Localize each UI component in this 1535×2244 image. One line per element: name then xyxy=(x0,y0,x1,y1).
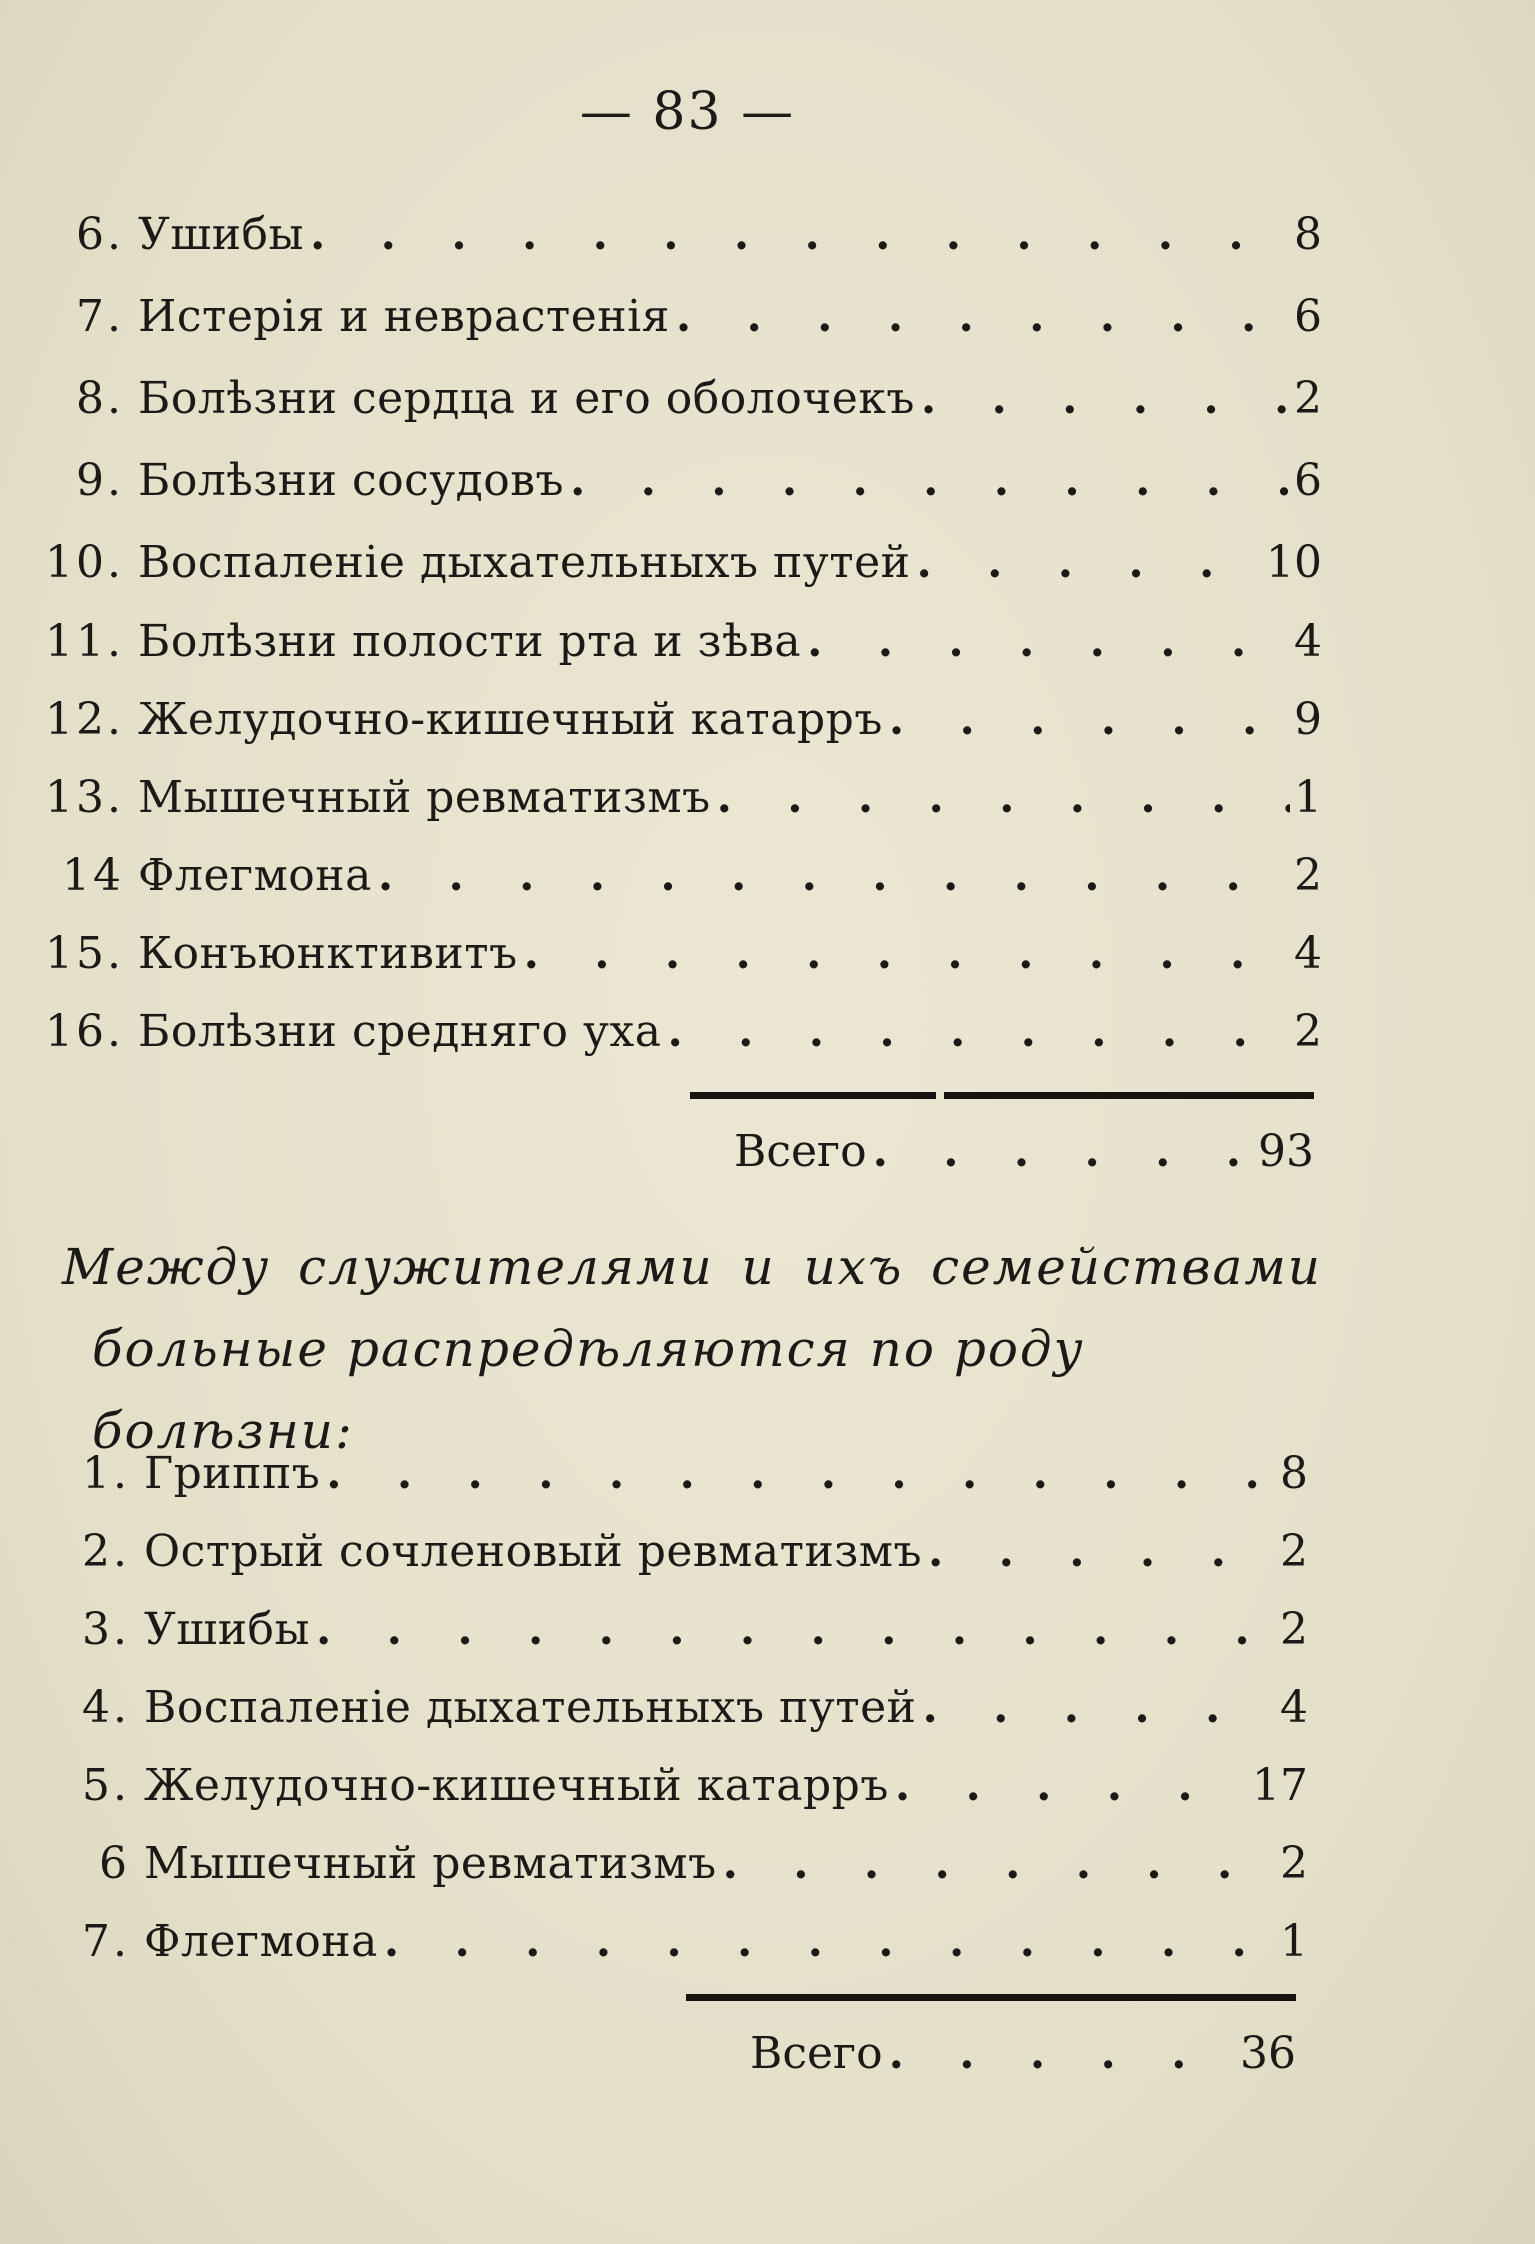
leader-dots xyxy=(928,1522,1276,1582)
item-value: 2 xyxy=(1280,1604,1308,1655)
item-number: 3. xyxy=(82,1604,130,1655)
item-number: 5. xyxy=(82,1760,130,1811)
item-value: 2 xyxy=(1280,1838,1308,1889)
item-number: 13. xyxy=(45,772,124,823)
item-value: 8 xyxy=(1280,1448,1308,1499)
item-number: 7. xyxy=(76,291,124,342)
heading-line-2: больные распредѣляются по роду болѣзни: xyxy=(92,1320,1085,1460)
total-rule-right xyxy=(944,1092,1314,1099)
leader-dots xyxy=(326,1444,1276,1504)
item-number: 9. xyxy=(76,455,124,506)
item-label: Ушибы xyxy=(138,209,305,260)
leader-dots xyxy=(717,768,1290,828)
leader-dots xyxy=(310,205,1290,265)
total-rule-left xyxy=(690,1092,936,1099)
leader-dots xyxy=(524,924,1290,984)
item-label: Болѣзни средняго уха xyxy=(138,1006,662,1057)
item-value: 10 xyxy=(1266,537,1322,588)
item-label: Мышечный ревматизмъ xyxy=(144,1838,717,1889)
leader-dots xyxy=(676,287,1290,347)
leader-dots xyxy=(873,1122,1258,1182)
section-heading xyxy=(62,1226,1322,1472)
list-item xyxy=(40,924,1322,984)
page-number: — 83 — xyxy=(579,82,796,142)
list-item xyxy=(40,768,1322,828)
item-number: 12. xyxy=(45,694,124,745)
list-item xyxy=(40,287,1322,347)
item-label: Болѣзни сосудовъ xyxy=(138,455,564,506)
list-item xyxy=(40,612,1322,672)
leader-dots xyxy=(807,612,1290,672)
item-number: 7. xyxy=(82,1916,130,1967)
leader-dots xyxy=(921,369,1290,429)
total-row xyxy=(734,1122,1314,1182)
item-number: 14 xyxy=(62,850,124,901)
leader-dots xyxy=(378,846,1290,906)
list-item xyxy=(40,205,1322,265)
total-value: 36 xyxy=(1240,2028,1296,2079)
item-value: 9 xyxy=(1294,694,1322,745)
item-value: 4 xyxy=(1280,1682,1308,1733)
item-number: 4. xyxy=(82,1682,130,1733)
total-rule xyxy=(686,1994,1296,2001)
total-label: Всего xyxy=(734,1126,867,1177)
leader-dots xyxy=(570,451,1290,511)
list-item xyxy=(48,1678,1308,1738)
item-label: Мышечный ревматизмъ xyxy=(138,772,711,823)
list-item xyxy=(40,369,1322,429)
item-value: 2 xyxy=(1280,1526,1308,1577)
item-number: 8. xyxy=(76,373,124,424)
item-value: 1 xyxy=(1294,772,1322,823)
leader-dots xyxy=(723,1834,1276,1894)
item-value: 4 xyxy=(1294,616,1322,667)
leader-dots xyxy=(916,533,1262,593)
item-label: Гриппъ xyxy=(144,1448,321,1499)
list-item xyxy=(48,1912,1308,1972)
list-item xyxy=(40,1002,1322,1062)
item-number: 1. xyxy=(82,1448,130,1499)
list-item xyxy=(48,1600,1308,1660)
item-label: Болѣзни полости рта и зѣва xyxy=(138,616,802,667)
item-value: 17 xyxy=(1252,1760,1308,1811)
leader-dots xyxy=(667,1002,1290,1062)
item-value: 2 xyxy=(1294,1006,1322,1057)
list-item xyxy=(48,1522,1308,1582)
item-value: 6 xyxy=(1294,455,1322,506)
item-value: 1 xyxy=(1280,1916,1308,1967)
leader-dots xyxy=(384,1912,1276,1972)
total-label: Всего xyxy=(750,2028,883,2079)
leader-dots xyxy=(316,1600,1276,1660)
leader-dots xyxy=(889,690,1290,750)
item-number: 6 xyxy=(99,1838,130,1889)
item-label: Ушибы xyxy=(144,1604,311,1655)
item-label: Истерія и неврастенія xyxy=(138,291,670,342)
item-label: Флегмона xyxy=(138,850,372,901)
list-item xyxy=(40,533,1322,593)
item-label: Болѣзни сердца и его оболочекъ xyxy=(138,373,915,424)
leader-dots xyxy=(895,1756,1248,1816)
item-label: Желудочно-кишечный катарръ xyxy=(144,1760,889,1811)
item-value: 6 xyxy=(1294,291,1322,342)
list-item xyxy=(48,1756,1308,1816)
item-number: 10. xyxy=(45,537,124,588)
item-label: Конъюнктивитъ xyxy=(138,928,518,979)
list-item xyxy=(40,451,1322,511)
item-value: 8 xyxy=(1294,209,1322,260)
list-item xyxy=(40,690,1322,750)
leader-dots xyxy=(922,1678,1276,1738)
item-label: Флегмона xyxy=(144,1916,378,1967)
item-number: 16. xyxy=(45,1006,124,1057)
item-number: 15. xyxy=(45,928,124,979)
item-number: 2. xyxy=(82,1526,130,1577)
item-label: Воспаленіе дыхательныхъ путей xyxy=(144,1682,917,1733)
total-row xyxy=(750,2024,1296,2084)
item-value: 2 xyxy=(1294,850,1322,901)
list-item xyxy=(48,1444,1308,1504)
list-item xyxy=(48,1834,1308,1894)
item-label: Острый сочленовый ревматизмъ xyxy=(144,1526,923,1577)
item-label: Воспаленіе дыхательныхъ путей xyxy=(138,537,911,588)
list-item xyxy=(40,846,1322,906)
item-value: 2 xyxy=(1294,373,1322,424)
item-label: Желудочно-кишечный катарръ xyxy=(138,694,883,745)
item-number: 6. xyxy=(76,209,124,260)
heading-line-1: Между служителями и ихъ семействами xyxy=(62,1238,1322,1296)
item-number: 11. xyxy=(45,616,124,667)
leader-dots xyxy=(889,2024,1240,2084)
item-value: 4 xyxy=(1294,928,1322,979)
total-value: 93 xyxy=(1258,1126,1314,1177)
